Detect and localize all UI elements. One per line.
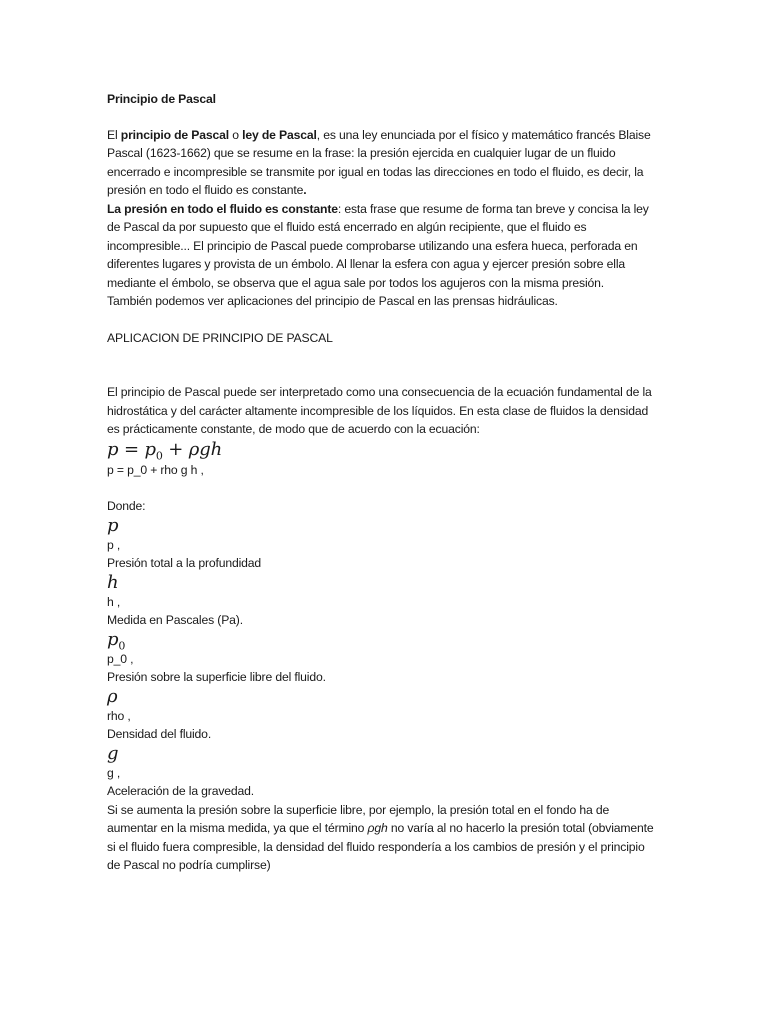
paragraph-hydrostatics: El principio de Pascal puede ser interpretado como una consecuencia de la ecuación fundamental de la hidrostática y del carácter altamente incompresible de los líquidos. En esta clase de fluidos la densidad es prácticamente constante, de modo que de acuerdo con la ecuación: xyxy=(107,385,652,436)
variable-description: Presión sobre la superficie libre del fluido. xyxy=(107,670,326,684)
variable-alt: rho , xyxy=(107,708,131,723)
variable-description: Aceleración de la gravedad. xyxy=(107,784,255,798)
term-principio: principio de Pascal xyxy=(120,127,230,142)
paragraph-applications: También podemos ver aplicaciones del principio de Pascal en las prensas hidráulicas. xyxy=(107,294,558,308)
variable-symbol: $p_0$ xyxy=(107,628,126,653)
variable-item xyxy=(107,573,659,630)
variable-description: Medida en Pascales (Pa). xyxy=(107,613,243,627)
term-rho-g-h: ρgh xyxy=(367,821,388,835)
variable-alt: h , xyxy=(107,594,121,609)
variable-symbol: h xyxy=(107,571,119,593)
section-heading: APLICACION DE PRINCIPIO DE PASCAL xyxy=(107,330,333,345)
equation-rendered: $p = p_0 + \rho gh$ xyxy=(107,438,223,463)
equation-alt-text: p = p_0 + rho g h , xyxy=(107,462,204,477)
paragraph-definition: El principio de Pascal o ley de Pascal, es una ley enunciada por el físico y matemático francés Blaise Pascal (1623-1662) que se resume en la frase: la presión ejercida en cualquier lugar de un fluido encerrado e incompresible se transmite por igual en todas las direcciones en todo el fluido, es decir, la presión en todo el fluido es constante. xyxy=(107,127,651,197)
variable-symbol: g xyxy=(107,742,119,764)
paragraph-conclusion: Si se aumenta la presión sobre la superficie libre, por ejemplo, la presión total en el fondo ha de aumentar en la misma medida, ya que el término ρgh no varía al no hacerlo la presión total (obviamente si el fluido fuera compresible, la densidad del fluido respondería a los cambios de presión y el principio de Pascal no podría cumplirse) xyxy=(107,802,654,872)
term-ley: ley de Pascal xyxy=(242,127,317,142)
variable-item xyxy=(107,630,659,687)
document-title: Principio de Pascal xyxy=(107,92,216,106)
variable-item xyxy=(107,744,659,801)
paragraph-explanation: La presión en todo el fluido es constante: esta frase que resume de forma tan breve y concisa la ley de Pascal da por supuesto que el fluido está encerrado en algún recipiente, que el fluido es incompresible... El principio de Pascal puede comprobarse utilizando una esfera hueca, perforada en diferentes lugares y provista de un émbolo. Al llenar la esfera con agua y ejercer presión sobre ella mediante el émbolo, se observa que el agua sale por todos los agujeros con la misma presión. xyxy=(107,201,649,290)
variable-description: Densidad del fluido. xyxy=(107,727,212,741)
variable-alt: p_0 , xyxy=(107,651,134,666)
variable-list xyxy=(107,516,659,801)
variable-item xyxy=(107,687,659,744)
variable-description: Presión total a la profundidad xyxy=(107,556,262,570)
variable-alt: p , xyxy=(107,537,121,552)
variable-symbol: ρ xyxy=(107,685,118,707)
term-presion-constante: La presión en todo el fluido es constante xyxy=(107,201,338,216)
variable-symbol: p xyxy=(107,514,119,536)
variable-item xyxy=(107,516,659,573)
document-body xyxy=(107,90,659,875)
donde-label: Donde: xyxy=(107,499,146,513)
variable-alt: g , xyxy=(107,765,121,780)
